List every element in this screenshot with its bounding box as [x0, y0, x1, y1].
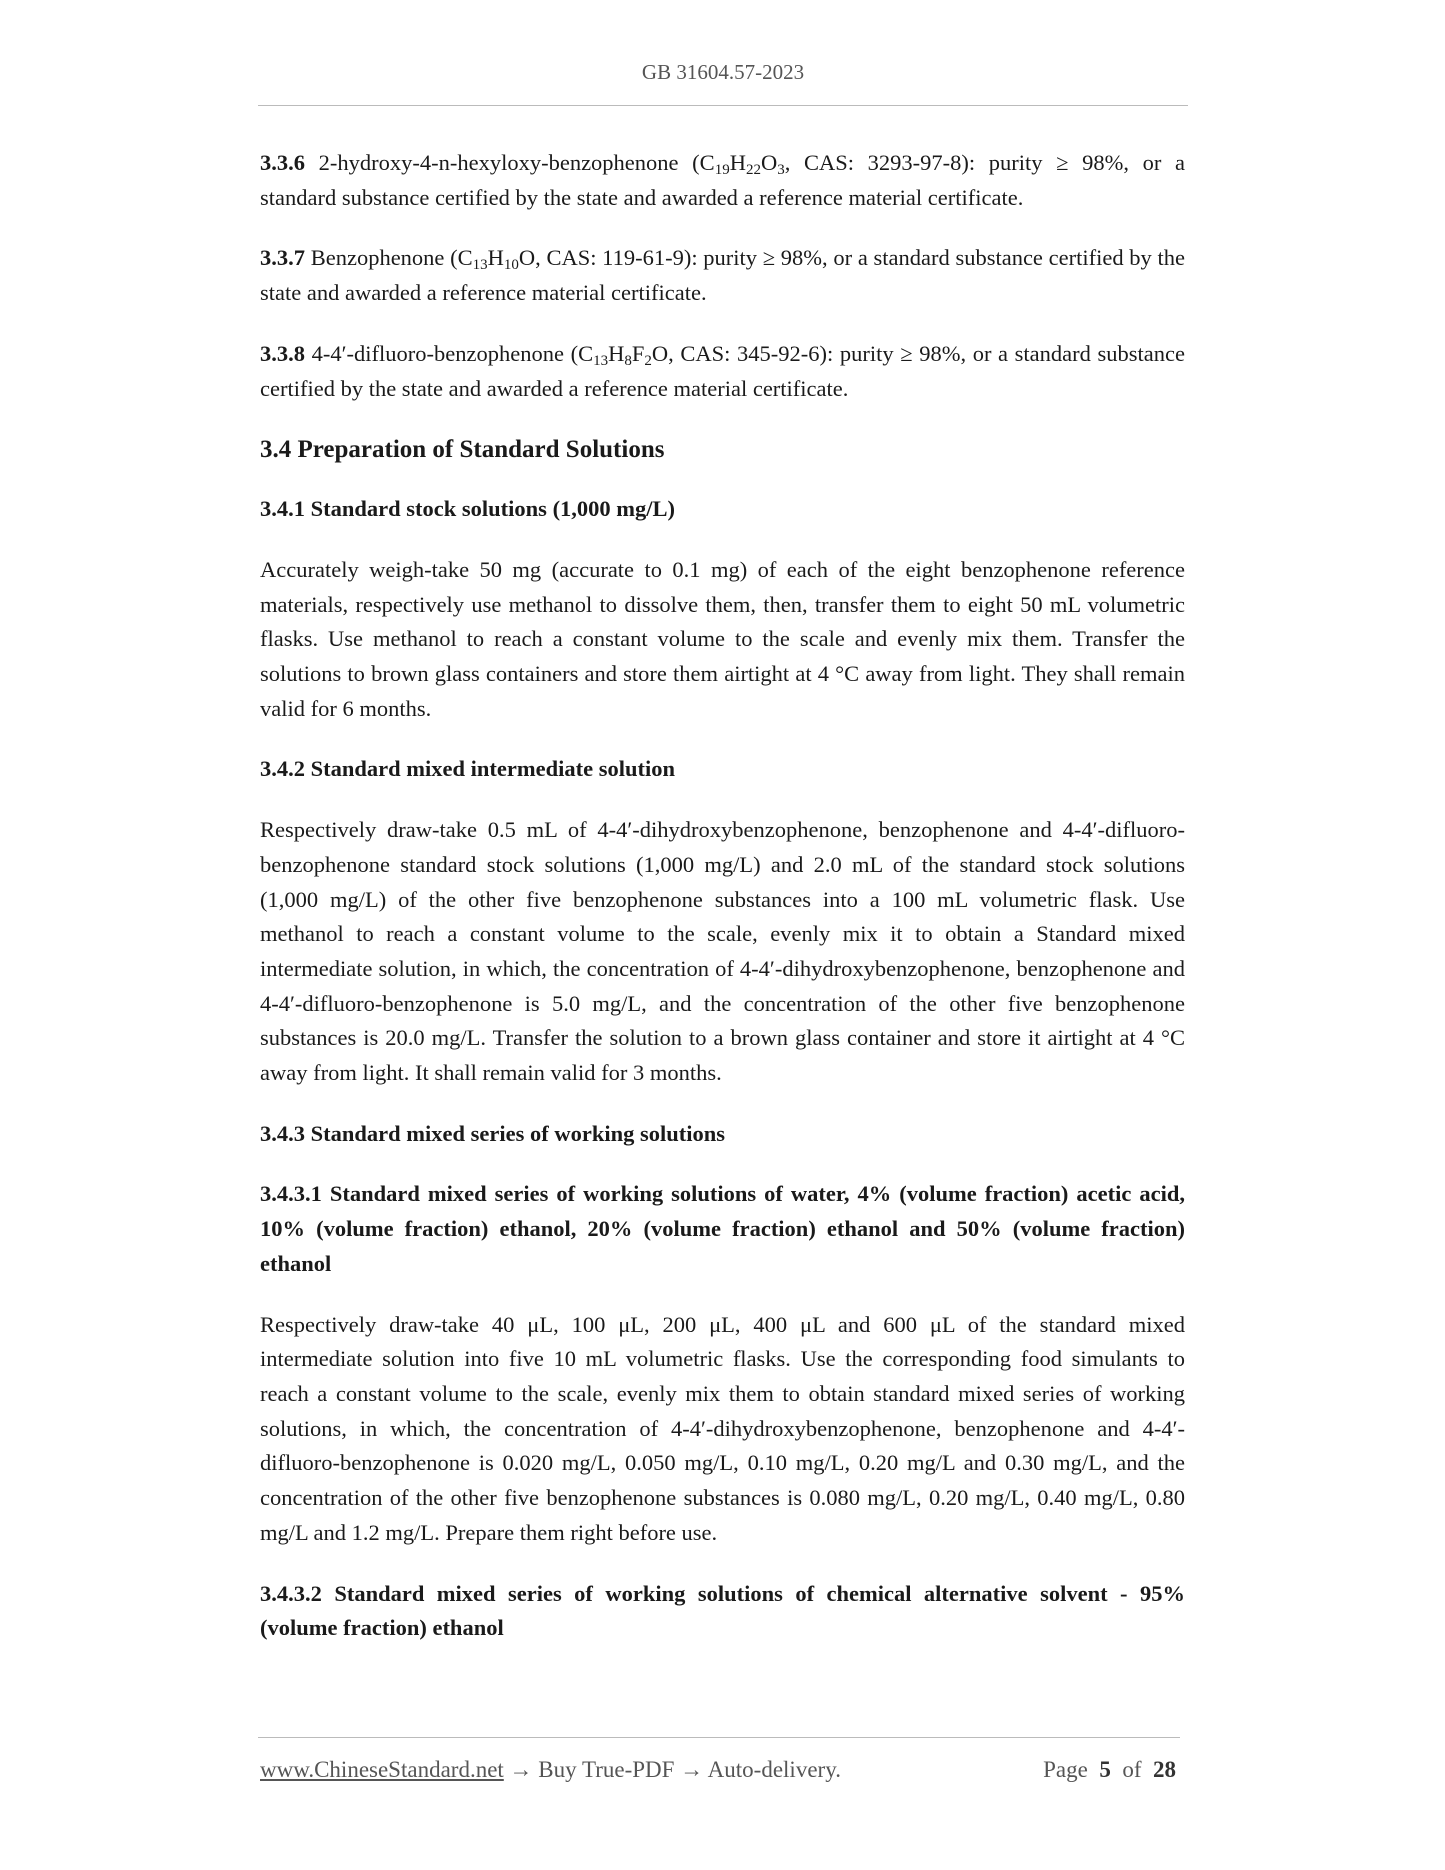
subscript: 8 [624, 352, 632, 369]
clause-number: 3.3.8 [260, 340, 305, 366]
clause-3-3-7 [260, 241, 1185, 310]
footer-divider [258, 1737, 1180, 1738]
subscript: 13 [593, 352, 609, 369]
footer-promo [260, 1757, 841, 1783]
subscript: 3 [777, 162, 785, 178]
subscript: 13 [472, 257, 488, 274]
section-3-4-2-body: Respectively draw-take 0.5 mL of 4-4′-dihydroxybenzophenone, benzophenone and 4-4′-difluoro-benzophenone standard stock solutions (1,000 mg/L) and 2.0 mL of the standard stock solutions (1,000 mg/L) of the other five benzophenone substances into a 100 mL volumetric flask. Use methanol to reach a constant volume to the scale, evenly mix it to obtain a Standard mixed intermediate solution, in which, the concentration of 4-4′-dihydroxybenzophenone, benzophenone and 4-4′-difluoro-benzophenone is 5.0 mg/L, and the concentration of the other five benzophenone substances is 20.0 mg/L. Transfer the solution to a brown glass container and store it airtight at 4 °C away from light. It shall remain valid for 3 months. [260, 817, 1185, 1086]
section-3-4-heading: 3.4 Preparation of Standard Solutions [260, 436, 665, 464]
document-body [260, 146, 1185, 1672]
clause-text: H [487, 245, 504, 271]
document-id-header: GB 31604.57-2023 [641, 60, 805, 84]
clause-number: 3.3.6 [260, 150, 305, 175]
arrow-icon: → [509, 1757, 533, 1782]
clause-text: O [760, 150, 778, 175]
clause-text: Benzophenone (C [305, 245, 473, 271]
section-3-4-3-1-heading: 3.4.3.1 Standard mixed series of working solutions of water, 4% (volume fraction) acetic acid, 10% (volume fraction) ethanol, 20% (volume fraction) ethanol and 50% (volume fraction) ethanol [260, 1181, 1185, 1276]
arrow-icon: → [680, 1757, 704, 1782]
clause-text: , CAS: 3293-97-8): purity ≥ 98%, or a standard substance certified by the state and awarded a reference material certificate. [260, 150, 1185, 210]
clause-text: 2-hydroxy-4-n-hexyloxy-benzophenone (C [305, 150, 715, 175]
clause-text: O, CAS: 345-92-6): purity ≥ 98%, or a standard substance certified by the state and awarded a reference material certificate. [260, 340, 1185, 401]
clause-text: O, CAS: 119-61-9): purity ≥ 98%, or a standard substance certified by the state and awarded a reference material certificate. [260, 245, 1185, 306]
subscript: 2 [644, 352, 652, 369]
page-label: Page [1043, 1757, 1088, 1782]
total-pages: 28 [1153, 1757, 1176, 1782]
current-page: 5 [1099, 1757, 1111, 1782]
section-3-4-3-2-heading: 3.4.3.2 Standard mixed series of working solutions of chemical alternative solvent - 95% (volume fraction) ethanol [260, 1580, 1185, 1641]
clause-text: H [729, 150, 746, 175]
section-3-4-3-heading: 3.4.3 Standard mixed series of working solutions [260, 1120, 726, 1146]
subscript: 10 [503, 257, 519, 274]
clause-text: H [608, 340, 625, 366]
clause-number: 3.3.7 [260, 245, 305, 271]
website-link[interactable]: www.ChineseStandard.net [260, 1757, 504, 1782]
buy-pdf-text: Buy True-PDF [538, 1757, 675, 1782]
of-label: of [1122, 1757, 1142, 1782]
section-3-4-1-heading: 3.4.1 Standard stock solutions (1,000 mg/L) [260, 496, 676, 522]
clause-3-3-6 [260, 146, 1185, 215]
header-divider [258, 105, 1188, 106]
auto-delivery-text: Auto-delivery. [707, 1757, 841, 1782]
clause-3-3-8 [260, 337, 1185, 406]
section-3-4-3-1-body: Respectively draw-take 40 μL, 100 μL, 200 μL, 400 μL and 600 μL of the standard mixed intermediate solution into five 10 mL volumetric flasks. Use the corresponding food simulants to reach a constant volume to the scale, evenly mix them to obtain standard mixed series of working solutions, in which, the concentration of 4-4′-dihydroxybenzophenone, benzophenone and 4-4′-difluoro-benzophenone is 0.020 mg/L, 0.050 mg/L, 0.10 mg/L, 0.20 mg/L and 0.30 mg/L, and the concentration of the other five benzophenone substances is 0.080 mg/L, 0.20 mg/L, 0.40 mg/L, 0.80 mg/L and 1.2 mg/L. Prepare them right before use. [260, 1311, 1185, 1545]
subscript: 19 [714, 162, 730, 178]
subscript: 22 [745, 162, 761, 178]
page-number [1043, 1757, 1176, 1783]
clause-text: 4-4′-difluoro-benzophenone (C [305, 340, 594, 366]
clause-text: F [631, 340, 645, 366]
section-3-4-1-body: Accurately weigh-take 50 mg (accurate to 0.1 mg) of each of the eight benzophenone reference materials, respectively use methanol to dissolve them, then, transfer them to eight 50 mL volumetric flasks. Use methanol to reach a constant volume to the scale and evenly mix them. Transfer the solutions to brown glass containers and store them airtight at 4 °C away from light. They shall remain valid for 6 months. [260, 556, 1185, 721]
section-3-4-2-heading: 3.4.2 Standard mixed intermediate solution [260, 756, 676, 782]
